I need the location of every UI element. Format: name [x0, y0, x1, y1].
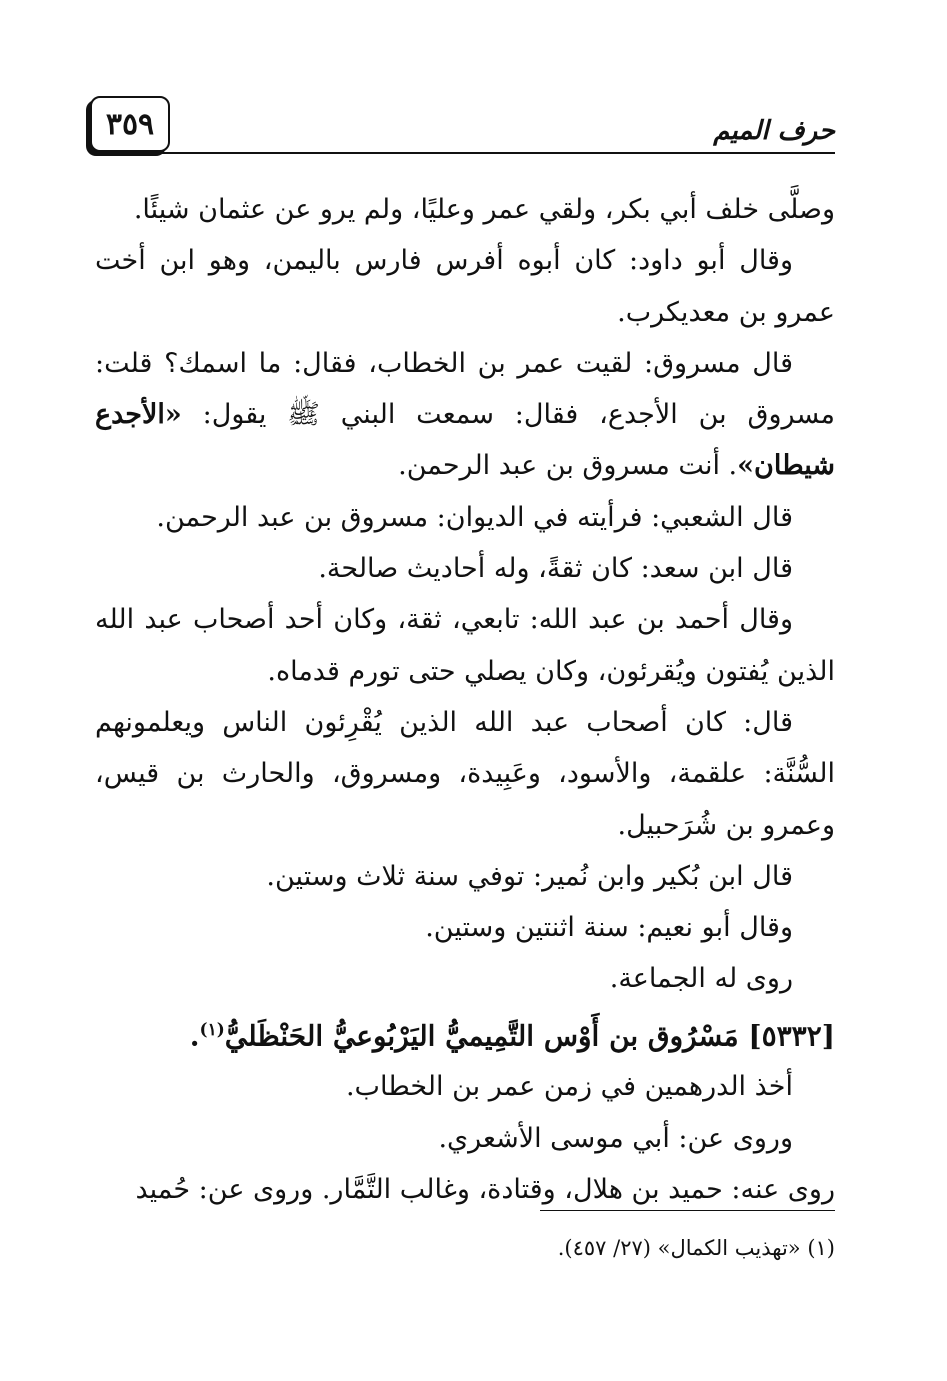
paragraph-4: قال الشعبي: فرأيته في الديوان: مسروق بن عبد الرحمن. [156, 501, 793, 533]
entry-heading [95, 1005, 835, 1062]
entry-heading-end: . [189, 1019, 200, 1053]
footnote-1: (١) «تهذيب الكمال» (٢٧/ ٤٥٧). [557, 1236, 835, 1260]
page-number-text: ٣٥٩ [105, 106, 155, 142]
paragraph-3 [95, 338, 835, 492]
footnote-ref: (١) [199, 1019, 225, 1040]
paragraph-3-text-start: قال مسروق: لقيت عمر بن الخطاب، فقال: ما اسمك؟ قلت: مسروق بن الأجدع، فقال: سمعت البني ﷺ يقول: [95, 347, 835, 431]
paragraph-12: وروى عن: أبي موسى الأشعري. [438, 1122, 793, 1154]
header-divider [90, 152, 835, 154]
running-header-title: حرف الميم [713, 116, 835, 146]
footnote-divider [540, 1210, 835, 1211]
body-text [95, 184, 835, 1215]
paragraph-2: وقال أبو داود: كان أبوه أفرس فارس باليمن، وهو ابن أخت عمرو بن معديكرب. [95, 245, 835, 328]
paragraph-6: وقال أحمد بن عبد الله: تابعي، ثقة، وكان أحد أصحاب عبد الله الذين يُفتون ويُقرئون، وكان يصلي حتى تورم قدماه. [95, 604, 835, 687]
paragraph-5: قال ابن سعد: كان ثقةً، وله أحاديث صالحة. [318, 553, 793, 585]
paragraph-13: روى عنه: حميد بن هلال، وقتادة، وغالب التَّمَّار. وروى عن: حُميد [135, 1173, 835, 1205]
paragraph-9: وقال أبو نعيم: سنة اثنتين وستين. [425, 912, 793, 944]
page-number [90, 96, 170, 152]
entry-heading-text: [٥٣٣٢] مَسْرُوق بن أَوْس التَّمِيميُّ اليَرْبُوعيُّ الحَنْظَليُّ [224, 1019, 835, 1053]
paragraph-8: قال ابن بُكير وابن نُمير: توفي سنة ثلاث وستين. [266, 860, 793, 892]
paragraph-11: أخذ الدرهمين في زمن عمر بن الخطاب. [345, 1071, 793, 1103]
paragraph-1: وصلَّى خلف أبي بكر، ولقي عمر وعليًا، ولم يرو عن عثمان شيئًا. [133, 194, 835, 225]
paragraph-3-text-end: . أنت مسروق بن عبد الرحمن. [398, 450, 738, 482]
paragraph-7: قال: كان أصحاب عبد الله الذين يُقْرِئون الناس ويعلمونهم السُّنَّة: علقمة، والأسود، وعَبِيدة، ومسروق، والحارث بن قيس، وعمرو بن شُرَحبيل. [95, 706, 835, 841]
paragraph-10: روى له الجماعة. [609, 963, 793, 995]
hadith-quote: «الأجدع شيطان» [95, 399, 835, 482]
